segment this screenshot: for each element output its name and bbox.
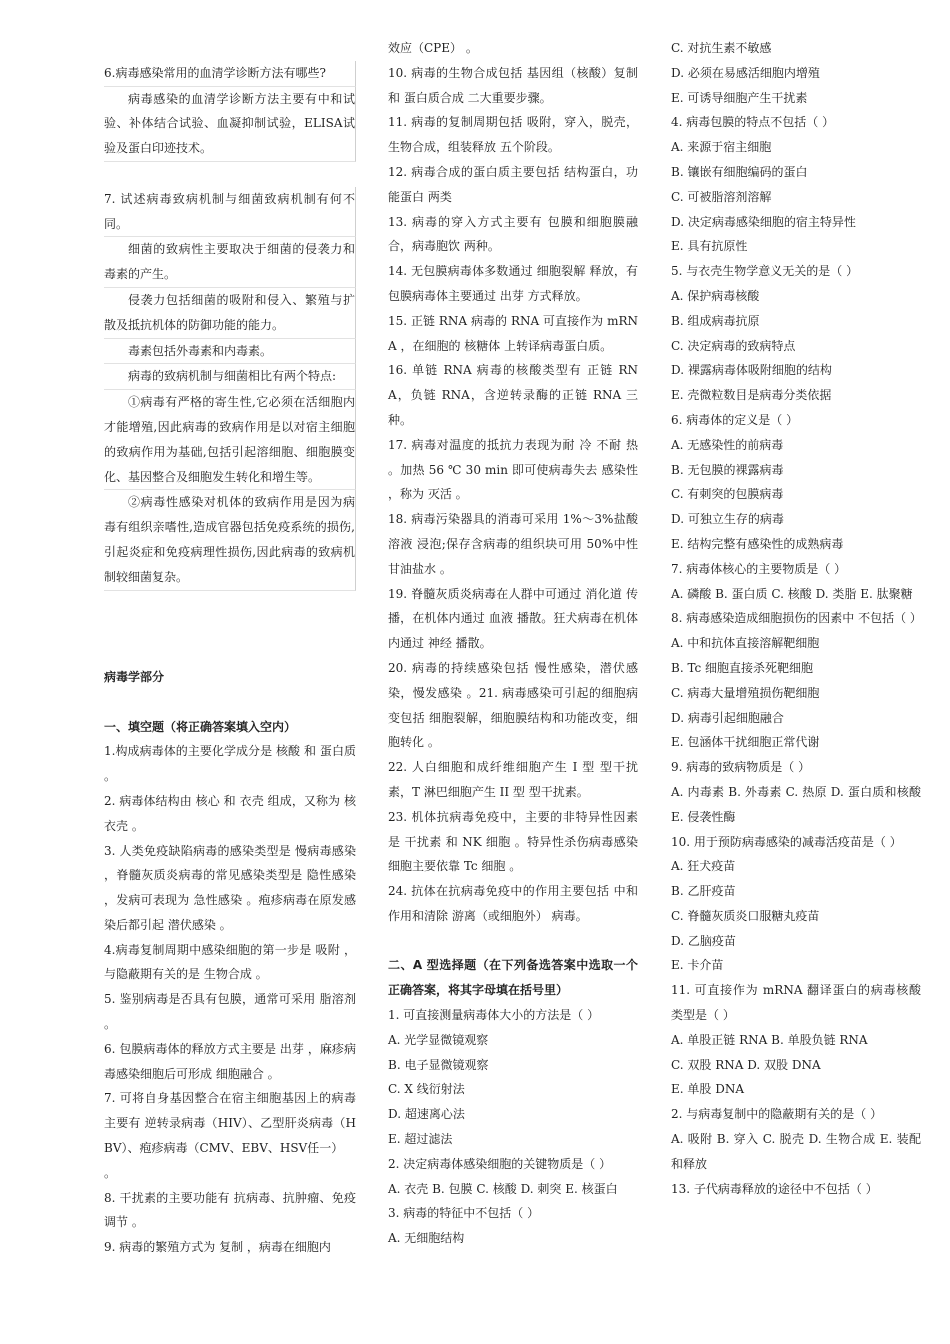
text-line: E. 超过滤法 bbox=[388, 1132, 453, 1147]
section-heading: 一、填空题（将正确答案填入空内） bbox=[104, 719, 297, 734]
text-line: D. 必须在易感活细胞内增殖 bbox=[671, 65, 820, 80]
text-line: A. 中和抗体直接溶解靶细胞 bbox=[671, 636, 820, 651]
text-line: 侵袭力包括细菌的吸附和侵入、繁殖与扩散及抵抗机体的防御功能的能力。 bbox=[104, 288, 356, 339]
text-line: 14. 无包膜病毒体多数通过 细胞裂解 释放，有包膜病毒体主要通过 出芽 方式释放。 bbox=[388, 264, 638, 303]
text-line: 9. 病毒的繁殖方式为 复制 ，病毒在细胞内 bbox=[104, 1240, 331, 1255]
column-right bbox=[671, 36, 921, 1201]
section-heading: 病毒学部分 bbox=[104, 669, 165, 684]
text-line: 2. 病毒体结构由 核心 和 衣壳 组成，又称为 核衣壳 。 bbox=[104, 793, 356, 833]
text-line: 10. 病毒的生物合成包括 基因组（核酸）复制 和 蛋白质合成 二大重要步骤。 bbox=[388, 65, 638, 105]
spacer bbox=[104, 36, 356, 61]
text-line: 7. 病毒体核心的主要物质是（ ） bbox=[671, 561, 847, 576]
text-line: A. 单股正链 RNA B. 单股负链 RNA bbox=[671, 1032, 868, 1047]
text-line: D. 决定病毒感染细胞的宿主特异性 bbox=[671, 214, 856, 229]
text-line: 8. 干扰素的主要功能有 抗病毒、抗肿瘤、免疫调节 。 bbox=[104, 1190, 356, 1230]
text-line: B. 电子显微镜观察 bbox=[388, 1057, 489, 1072]
text-line: 24. 抗体在抗病毒免疫中的作用主要包括 中和 作用和清除 游离（或细胞外） 病毒。 bbox=[388, 884, 638, 923]
text-line: ②病毒性感染对机体的致病作用是因为病毒有组织亲嗜性,造成官器包括免疫系统的损伤,引起炎症和免疫病理性损伤,因此病毒的致病机制较细菌复杂。 bbox=[104, 490, 356, 590]
text-line: 7. 可将自身基因整合在宿主细胞基因上的病毒主要有 逆转录病毒（HIV）、乙型肝炎病毒（HBV）、疱疹病毒（CMV、EBV、HSV任一） bbox=[104, 1091, 356, 1156]
text-line: C. 有刺突的包膜病毒 bbox=[671, 487, 784, 502]
spacer bbox=[104, 640, 356, 665]
text-line: 8. 病毒感染造成细胞损伤的因素中 不包括（ ） bbox=[671, 611, 922, 626]
text-line: C. 病毒大量增殖损伤靶细胞 bbox=[671, 685, 820, 700]
text-line: 毒素包括外毒素和内毒素。 bbox=[104, 339, 356, 365]
text-line: A. 保护病毒核酸 bbox=[671, 288, 760, 303]
text-line: E. 可诱导细胞产生干扰素 bbox=[671, 90, 808, 105]
text-line: 19. 脊髓灰质炎病毒在人群中可通过 消化道 传播，在机体内通过 血液 播散。狂犬病毒在机体内通过 神经 播散。 bbox=[388, 586, 638, 651]
text-line: 18. 病毒污染器具的消毒可采用 1%～3%盐酸溶液 浸泡;保存含病毒的组织块可用 50%中性甘油盐水 。 bbox=[388, 512, 638, 576]
text-line: 6. 病毒体的定义是（ ） bbox=[671, 412, 799, 427]
text-line: 效应（CPE） 。 bbox=[388, 41, 478, 55]
text-line: B. 镶嵌有细胞编码的蛋白 bbox=[671, 164, 808, 179]
text-line: 细菌的致病性主要取决于细菌的侵袭力和毒素的产生。 bbox=[104, 237, 356, 288]
text-line: 1.构成病毒体的主要化学成分是 核酸 和 蛋白质 。 bbox=[104, 744, 356, 784]
text-line: C. 决定病毒的致病特点 bbox=[671, 338, 796, 353]
text-line: A. 无细胞结构 bbox=[388, 1231, 465, 1246]
spacer bbox=[104, 591, 356, 641]
text-line: B. Tc 细胞直接杀死靶细胞 bbox=[671, 660, 814, 675]
text-line: A. 内毒素 B. 外毒素 C. 热原 D. 蛋白质和核酸 E. 侵袭性酶 bbox=[671, 784, 921, 824]
text-line: 16. 单链 RNA 病毒的核酸类型有 正链 RNA，负链 RNA，含逆转录酶的正链 RNA 三种。 bbox=[388, 363, 638, 427]
text-line: 3. 人类免疫缺陷病毒的感染类型是 慢病毒感染 ，脊髓灰质炎病毒的常见感染类型是 隐性感染 ，发病可表现为 急性感染 。疱疹病毒在原发感染后都引起 潜伏感染 。 bbox=[104, 843, 356, 932]
text-line: C. 双股 RNA D. 双股 DNA bbox=[671, 1057, 821, 1072]
text-line: 5. 与衣壳生物学意义无关的是（ ） bbox=[671, 264, 859, 279]
spacer bbox=[388, 929, 638, 954]
text-line: ①病毒有严格的寄生性,它必须在活细胞内才能增殖,因此病毒的致病作用是以对宿主细胞的致病作用为基础,包括引起溶细胞、细胞膜变化、基因整合及细胞发生转化和增生等。 bbox=[104, 390, 356, 490]
text-line: D. 病毒引起细胞融合 bbox=[671, 710, 784, 725]
text-line: B. 乙肝疫苗 bbox=[671, 884, 736, 899]
column-middle bbox=[388, 36, 638, 1251]
text-line: 23. 机体抗病毒免疫中，主要的非特异性因素是 干扰素 和 NK 细胞 。特异性杀伤病毒感染细胞主要依靠 Tc 细胞 。 bbox=[388, 809, 638, 874]
text-line: C. 脊髓灰质炎口服糖丸疫苗 bbox=[671, 908, 820, 923]
text-line: 11. 病毒的复制周期包括 吸附，穿入，脱壳，生物合成，组装释放 五个阶段。 bbox=[388, 115, 638, 155]
text-line: 6. 包膜病毒体的释放方式主要是 出芽 ，麻疹病毒感染细胞后可形成 细胞融合 。 bbox=[104, 1041, 356, 1081]
text-line: 13. 病毒的穿入方式主要有 包膜和细胞膜融合，病毒胞饮 两种。 bbox=[388, 214, 638, 254]
text-line: B. 无包膜的裸露病毒 bbox=[671, 462, 784, 477]
text-line: B. 组成病毒抗原 bbox=[671, 313, 760, 328]
text-line: E. 壳微粒数目是病毒分类依据 bbox=[671, 388, 832, 403]
text-line: E. 包涵体干扰细胞正常代谢 bbox=[671, 735, 820, 750]
text-line: E. 单股 DNA bbox=[671, 1082, 744, 1097]
spacer bbox=[104, 162, 356, 187]
text-line: C. X 线衍射法 bbox=[388, 1082, 465, 1097]
text-line: A. 吸附 B. 穿入 C. 脱壳 D. 生物合成 E. 装配和释放 bbox=[671, 1132, 921, 1171]
text-line: 20. 病毒的持续感染包括 慢性感染，潜伏感染，慢发感染 。21. 病毒感染可引起的细胞病变包括 细胞裂解，细胞膜结构和功能改变，细胞转化 。 bbox=[388, 660, 638, 750]
section-heading: 二、A 型选择题（在下列备选答案中选取一个正确答案，将其字母填在括号里） bbox=[388, 958, 638, 998]
text-line: 2. 与病毒复制中的隐蔽期有关的是（ ） bbox=[671, 1107, 883, 1122]
text-line: 1. 可直接测量病毒体大小的方法是（ ） bbox=[388, 1008, 600, 1023]
text-line: 3. 病毒的特征中不包括（ ） bbox=[388, 1206, 540, 1221]
text-line: D. 可独立生存的病毒 bbox=[671, 512, 784, 527]
text-line: D. 乙脑疫苗 bbox=[671, 933, 736, 948]
text-line: E. 具有抗原性 bbox=[671, 239, 748, 254]
text-line: 6.病毒感染常用的血清学诊断方法有哪些? bbox=[104, 61, 356, 87]
text-line: E. 卡介苗 bbox=[671, 958, 724, 973]
text-line: 5. 鉴别病毒是否具有包膜，通常可采用 脂溶剂 。 bbox=[104, 992, 356, 1032]
text-line: A. 无感染性的前病毒 bbox=[671, 437, 784, 452]
text-line: A. 光学显微镜观察 bbox=[388, 1032, 489, 1047]
spacer bbox=[104, 690, 356, 715]
text-line: 12. 病毒合成的蛋白质主要包括 结构蛋白，功能蛋白 两类 bbox=[388, 164, 638, 204]
text-line: 15. 正链 RNA 病毒的 RNA 可直接作为 mRNA ，在细胞的 核糖体 上转译病毒蛋白质。 bbox=[388, 313, 638, 353]
text-line: 13. 子代病毒释放的途径中不包括（ ） bbox=[671, 1181, 878, 1196]
text-line: 9. 病毒的致病物质是（ ） bbox=[671, 760, 811, 775]
text-line: C. 可被脂溶剂溶解 bbox=[671, 189, 772, 204]
text-line: 病毒感染的血清学诊断方法主要有中和试验、补体结合试验、血凝抑制试验，ELISA试验及蛋白印迹技术。 bbox=[104, 87, 356, 162]
text-line: D. 裸露病毒体吸附细胞的结构 bbox=[671, 363, 832, 378]
text-line: A. 磷酸 B. 蛋白质 C. 核酸 D. 类脂 E. 肽聚糖 bbox=[671, 586, 913, 601]
text-line: 17. 病毒对温度的抵抗力表现为耐 冷 不耐 热 。加热 56 ℃ 30 min 即可使病毒失去 感染性 ，称为 灭活 。 bbox=[388, 437, 638, 502]
text-line: 7. 试述病毒致病机制与细菌致病机制有何不同。 bbox=[104, 187, 356, 238]
text-line: 11. 可直接作为 mRNA 翻译蛋白的病毒核酸类型是（ ） bbox=[671, 983, 921, 1023]
text-line: A. 来源于宿主细胞 bbox=[671, 140, 772, 155]
text-line: C. 对抗生素不敏感 bbox=[671, 41, 772, 55]
text-line: E. 结构完整有感染性的成熟病毒 bbox=[671, 536, 844, 551]
text-line: 10. 用于预防病毒感染的减毒活疫苗是（ ） bbox=[671, 834, 902, 849]
text-line: 。 bbox=[104, 1165, 117, 1180]
text-line: 22. 人白细胞和成纤维细胞产生 I 型 型干扰素，T 淋巴细胞产生 II 型 型干扰素。 bbox=[388, 760, 638, 799]
text-line: A. 狂犬疫苗 bbox=[671, 859, 736, 874]
text-line: 2. 决定病毒体感染细胞的关键物质是（ ） bbox=[388, 1156, 612, 1171]
text-line: A. 衣壳 B. 包膜 C. 核酸 D. 刺突 E. 核蛋白 bbox=[388, 1181, 618, 1196]
text-line: 病毒的致病机制与细菌相比有两个特点: bbox=[104, 364, 356, 390]
text-line: 4. 病毒包膜的特点不包括（ ） bbox=[671, 115, 835, 130]
text-line: D. 超速离心法 bbox=[388, 1107, 465, 1122]
column-left bbox=[104, 36, 356, 1260]
text-line: 4.病毒复制周期中感染细胞的第一步是 吸附 ，与隐蔽期有关的是 生物合成 。 bbox=[104, 942, 356, 982]
